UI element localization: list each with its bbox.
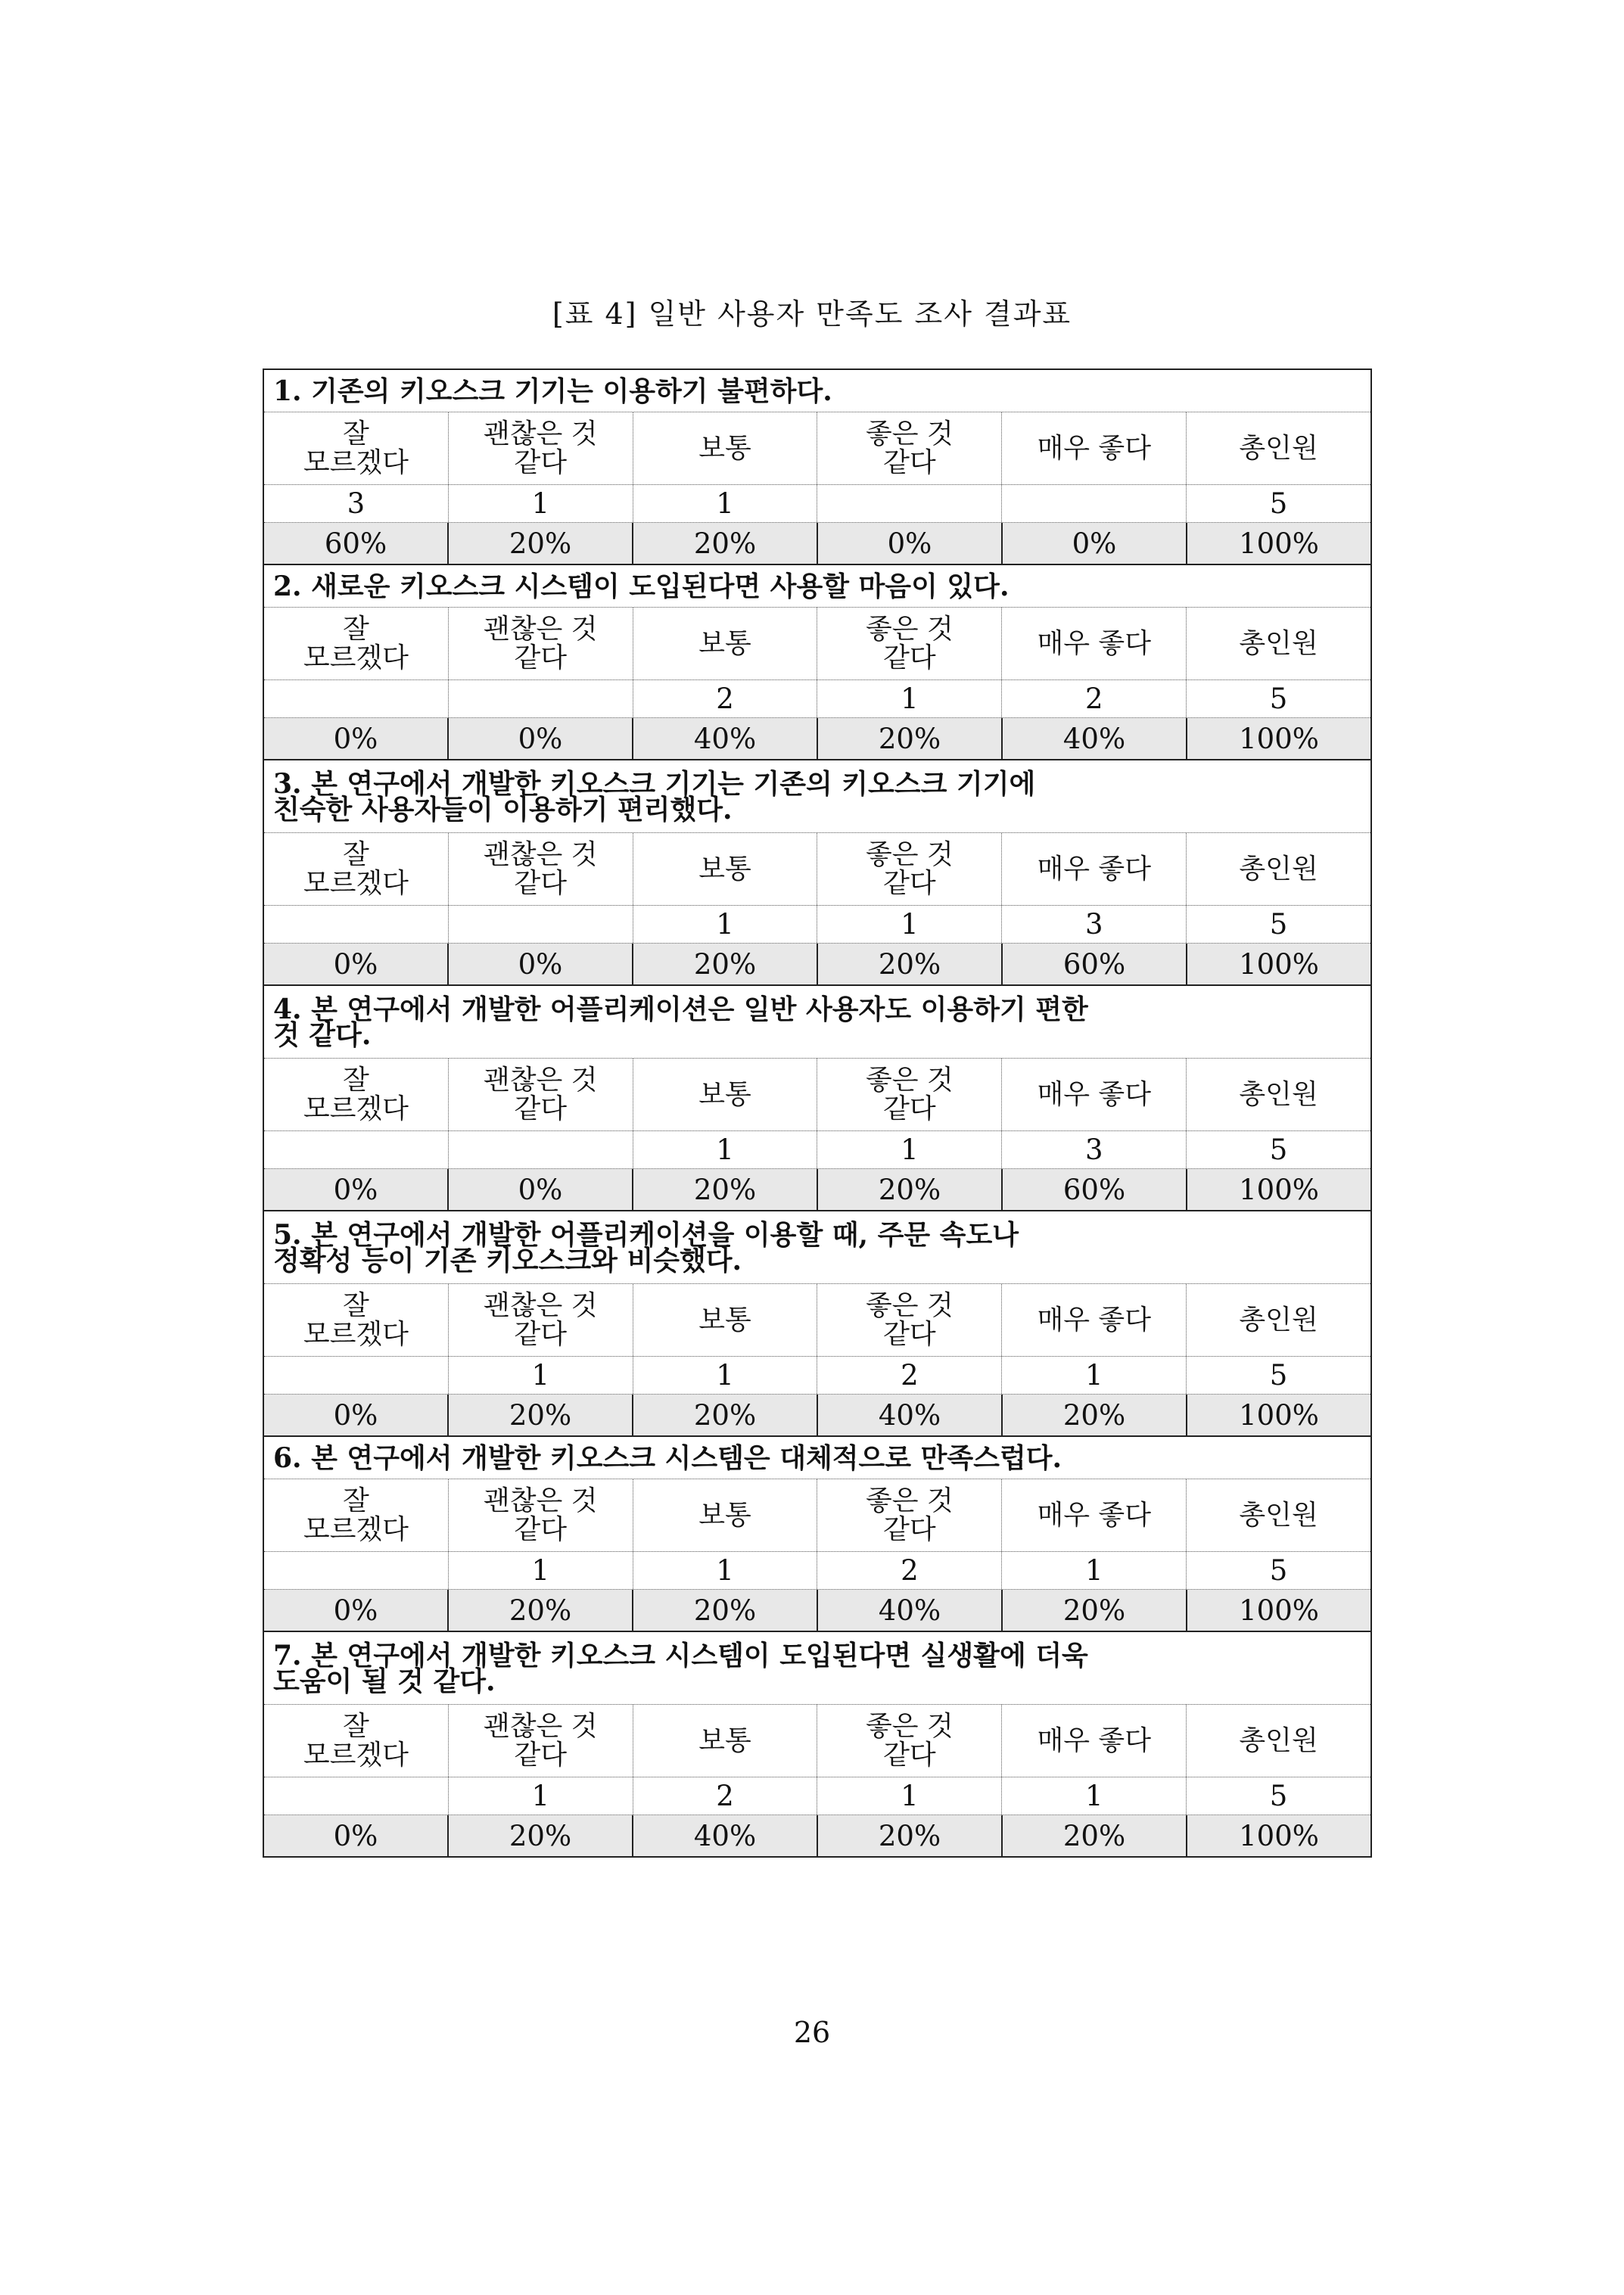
header-label-line2: 같다 <box>883 642 936 673</box>
response-header-cell <box>1187 1705 1370 1777</box>
count-cell <box>264 1777 449 1815</box>
header-label-line1: 좋은 것 <box>866 613 954 645</box>
count-row <box>264 1131 1370 1169</box>
percent-cell: 20% <box>449 1590 633 1631</box>
header-label-line1: 잘 <box>343 1485 369 1516</box>
header-label-line1: 매우 좋다 <box>1037 1078 1151 1110</box>
header-label-line1: 보통 <box>698 432 751 464</box>
percent-cell: 20% <box>1003 1395 1187 1435</box>
header-label-line1: 잘 <box>343 1710 369 1742</box>
response-header-cell <box>264 833 449 905</box>
header-label-line1: 괜찮은 것 <box>483 418 598 449</box>
question-line: 정확성 등이 기존 키오스크와 비슷했다. <box>273 1244 742 1277</box>
header-label-line1: 괜찮은 것 <box>483 1485 598 1516</box>
header-label-line2: 모르겠다 <box>303 1513 409 1545</box>
percent-cell: 0% <box>264 718 449 759</box>
response-header-cell <box>1187 1479 1370 1551</box>
question-line: 2. 새로운 키오스크 시스템이 도입된다면 사용할 마음이 있다. <box>273 570 1010 602</box>
question-line: 7. 본 연구에서 개발한 키오스크 시스템이 도입된다면 실생활에 더욱 <box>273 1639 1088 1671</box>
header-label-line2: 같다 <box>883 1093 936 1124</box>
question-line: 도움이 될 것 같다. <box>273 1665 496 1697</box>
response-header-cell <box>1002 1705 1187 1777</box>
header-label-line1: 매우 좋다 <box>1037 1724 1151 1756</box>
response-header-row <box>264 1479 1370 1552</box>
percent-cell: 100% <box>1239 947 1319 981</box>
response-header-row <box>264 412 1370 485</box>
percent-cell: 100% <box>1239 1173 1319 1206</box>
percent-cell: 0% <box>449 1169 633 1210</box>
percent-row <box>264 718 1370 759</box>
count-cell: 1 <box>1002 1777 1187 1815</box>
header-label-line1: 보통 <box>698 853 751 885</box>
header-label-line1: 잘 <box>343 838 369 870</box>
response-header-cell <box>633 1479 818 1551</box>
header-label-line2: 같다 <box>514 1513 568 1545</box>
count-cell: 1 <box>1002 1552 1187 1589</box>
question-block <box>264 564 1370 759</box>
question-line: 3. 본 연구에서 개발한 키오스크 기기는 기존의 키오스크 기기에 <box>273 767 1036 800</box>
question-line: 친숙한 사용자들이 이용하기 편리했다. <box>273 793 733 826</box>
header-label-line2: 같다 <box>514 867 568 899</box>
survey-results-table <box>263 369 1372 1858</box>
percent-cell: 20% <box>633 1169 818 1210</box>
header-label-line1: 총인원 <box>1239 1499 1318 1531</box>
response-header-cell <box>817 412 1002 484</box>
header-label-line1: 괜찮은 것 <box>483 613 598 645</box>
count-row <box>264 485 1370 523</box>
count-cell: 5 <box>1269 683 1288 715</box>
header-label-line1: 잘 <box>343 613 369 645</box>
percent-cell: 40% <box>633 718 818 759</box>
percent-cell: 0% <box>264 1590 449 1631</box>
count-cell: 1 <box>449 485 633 522</box>
response-header-cell <box>817 833 1002 905</box>
question-text <box>264 1211 1370 1284</box>
count-row <box>264 1552 1370 1590</box>
count-cell: 1 <box>633 1131 818 1168</box>
question-text <box>264 1437 1370 1479</box>
percent-cell: 20% <box>818 1815 1003 1856</box>
header-label-line1: 매우 좋다 <box>1037 432 1151 464</box>
response-header-cell <box>264 1059 449 1130</box>
percent-cell: 100% <box>1239 1594 1319 1627</box>
count-row <box>264 680 1370 718</box>
percent-cell: 20% <box>449 1815 633 1856</box>
question-line: 5. 본 연구에서 개발한 어플리케이션을 이용할 때, 주문 속도나 <box>273 1218 1019 1251</box>
count-cell: 5 <box>1269 1554 1288 1587</box>
count-cell <box>264 1552 449 1589</box>
header-label-line2: 같다 <box>883 1318 936 1350</box>
question-line: 것 같다. <box>273 1018 372 1051</box>
response-header-row <box>264 608 1370 680</box>
count-cell: 1 <box>633 1552 818 1589</box>
question-line: 6. 본 연구에서 개발한 키오스크 시스템은 대체적으로 만족스럽다. <box>273 1441 1062 1474</box>
header-label-line1: 괜찮은 것 <box>483 1710 598 1742</box>
question-line: 1. 기존의 키오스크 기기는 이용하기 불편하다. <box>273 375 832 407</box>
response-header-cell <box>817 608 1002 679</box>
response-header-cell <box>449 1479 633 1551</box>
header-label-line1: 매우 좋다 <box>1037 853 1151 885</box>
question-block <box>264 1435 1370 1631</box>
percent-cell: 20% <box>449 523 633 564</box>
count-cell: 1 <box>633 485 818 522</box>
response-header-cell <box>449 412 633 484</box>
count-cell <box>264 680 449 717</box>
percent-cell: 20% <box>449 1395 633 1435</box>
percent-cell: 0% <box>264 1169 449 1210</box>
percent-cell: 20% <box>633 944 818 984</box>
count-cell: 3 <box>1002 1131 1187 1168</box>
count-cell: 1 <box>449 1357 633 1394</box>
header-label-line1: 매우 좋다 <box>1037 1304 1151 1336</box>
count-cell: 1 <box>817 680 1002 717</box>
response-header-cell <box>1002 412 1187 484</box>
count-cell: 1 <box>817 1131 1002 1168</box>
count-cell: 5 <box>1269 487 1288 520</box>
percent-cell: 100% <box>1239 722 1319 755</box>
count-cell <box>264 1357 449 1394</box>
header-label-line1: 좋은 것 <box>866 1064 954 1096</box>
response-header-cell <box>817 1705 1002 1777</box>
header-label-line1: 잘 <box>343 1289 369 1321</box>
response-header-row <box>264 1059 1370 1131</box>
count-cell: 2 <box>1002 680 1187 717</box>
count-cell: 5 <box>1269 1134 1288 1166</box>
question-block <box>264 984 1370 1210</box>
percent-cell: 40% <box>818 1395 1003 1435</box>
response-header-cell <box>633 1059 818 1130</box>
header-label-line2: 같다 <box>514 446 568 478</box>
response-header-cell <box>633 1284 818 1356</box>
count-cell: 1 <box>449 1552 633 1589</box>
percent-cell: 20% <box>1003 1815 1187 1856</box>
header-label-line2: 모르겠다 <box>303 446 409 478</box>
header-label-line2: 모르겠다 <box>303 1739 409 1771</box>
percent-cell: 60% <box>1003 1169 1187 1210</box>
percent-cell: 60% <box>264 523 449 564</box>
header-label-line1: 총인원 <box>1239 1304 1318 1336</box>
header-label-line1: 보통 <box>698 1304 751 1336</box>
question-text <box>264 986 1370 1059</box>
response-header-cell <box>1187 1059 1370 1130</box>
percent-cell: 100% <box>1239 1398 1319 1432</box>
header-label-line2: 모르겠다 <box>303 1318 409 1350</box>
percent-cell: 60% <box>1003 944 1187 984</box>
percent-row <box>264 944 1370 984</box>
header-label-line1: 괜찮은 것 <box>483 838 598 870</box>
header-label-line1: 좋은 것 <box>866 1485 954 1516</box>
count-cell: 1 <box>817 1777 1002 1815</box>
count-row <box>264 906 1370 944</box>
response-header-cell <box>817 1479 1002 1551</box>
response-header-cell <box>1002 1284 1187 1356</box>
header-label-line1: 매우 좋다 <box>1037 627 1151 659</box>
response-header-cell <box>449 1059 633 1130</box>
header-label-line2: 모르겠다 <box>303 642 409 673</box>
percent-cell: 20% <box>818 718 1003 759</box>
header-label-line1: 보통 <box>698 1078 751 1110</box>
response-header-cell <box>449 1284 633 1356</box>
count-cell: 1 <box>817 906 1002 943</box>
response-header-cell <box>449 833 633 905</box>
header-label-line2: 같다 <box>883 1513 936 1545</box>
response-header-row <box>264 1284 1370 1357</box>
count-cell <box>1002 485 1187 522</box>
header-label-line1: 괜찮은 것 <box>483 1289 598 1321</box>
header-label-line2: 모르겠다 <box>303 1093 409 1124</box>
header-label-line1: 좋은 것 <box>866 1289 954 1321</box>
header-label-line1: 좋은 것 <box>866 838 954 870</box>
question-block <box>264 1210 1370 1435</box>
response-header-cell <box>633 412 818 484</box>
question-text <box>264 760 1370 833</box>
response-header-cell <box>633 833 818 905</box>
count-cell: 3 <box>1002 906 1187 943</box>
header-label-line1: 총인원 <box>1239 627 1318 659</box>
response-header-cell <box>1002 1059 1187 1130</box>
header-label-line1: 매우 좋다 <box>1037 1499 1151 1531</box>
count-cell: 1 <box>633 906 818 943</box>
percent-row <box>264 1169 1370 1210</box>
percent-cell: 0% <box>449 944 633 984</box>
percent-cell: 20% <box>818 1169 1003 1210</box>
percent-cell: 40% <box>633 1815 818 1856</box>
response-header-cell <box>449 1705 633 1777</box>
header-label-line1: 보통 <box>698 1499 751 1531</box>
response-header-cell <box>633 608 818 679</box>
percent-row <box>264 1395 1370 1435</box>
percent-cell: 40% <box>818 1590 1003 1631</box>
response-header-cell <box>1187 833 1370 905</box>
percent-cell: 0% <box>818 523 1003 564</box>
header-label-line1: 보통 <box>698 627 751 659</box>
count-cell <box>449 906 633 943</box>
response-header-cell <box>817 1059 1002 1130</box>
header-label-line2: 같다 <box>883 867 936 899</box>
count-cell: 1 <box>1002 1357 1187 1394</box>
percent-cell: 0% <box>449 718 633 759</box>
header-label-line2: 모르겠다 <box>303 867 409 899</box>
header-label-line1: 총인원 <box>1239 1724 1318 1756</box>
response-header-cell <box>1187 608 1370 679</box>
response-header-row <box>264 1705 1370 1777</box>
count-cell <box>449 680 633 717</box>
response-header-cell <box>264 1479 449 1551</box>
response-header-cell <box>633 1705 818 1777</box>
question-block <box>264 759 1370 984</box>
count-cell: 1 <box>449 1777 633 1815</box>
response-header-cell <box>1002 608 1187 679</box>
header-label-line1: 좋은 것 <box>866 1710 954 1742</box>
table-caption: [표 4] 일반 사용자 만족도 조사 결과표 <box>552 297 1072 331</box>
response-header-cell <box>1002 1479 1187 1551</box>
count-cell: 5 <box>1269 1359 1288 1392</box>
header-label-line2: 같다 <box>883 1739 936 1771</box>
percent-row <box>264 523 1370 564</box>
count-cell <box>449 1131 633 1168</box>
percent-cell: 0% <box>264 944 449 984</box>
question-line: 4. 본 연구에서 개발한 어플리케이션은 일반 사용자도 이용하기 편한 <box>273 993 1088 1025</box>
percent-cell: 0% <box>1003 523 1187 564</box>
response-header-cell <box>817 1284 1002 1356</box>
percent-cell: 20% <box>633 1395 818 1435</box>
count-row <box>264 1777 1370 1815</box>
header-label-line1: 좋은 것 <box>866 418 954 449</box>
percent-cell: 40% <box>1003 718 1187 759</box>
percent-cell: 100% <box>1239 1819 1319 1852</box>
question-text <box>264 565 1370 608</box>
count-cell: 2 <box>817 1552 1002 1589</box>
question-text <box>264 370 1370 412</box>
percent-cell: 20% <box>633 1590 818 1631</box>
count-cell: 3 <box>264 485 449 522</box>
percent-cell: 0% <box>264 1395 449 1435</box>
response-header-cell <box>1002 833 1187 905</box>
header-label-line1: 괜찮은 것 <box>483 1064 598 1096</box>
count-cell: 5 <box>1269 908 1288 941</box>
percent-cell: 0% <box>264 1815 449 1856</box>
header-label-line2: 같다 <box>514 1318 568 1350</box>
question-text <box>264 1632 1370 1705</box>
header-label-line2: 같다 <box>514 1739 568 1771</box>
percent-cell: 100% <box>1239 527 1319 560</box>
header-label-line1: 총인원 <box>1239 1078 1318 1110</box>
response-header-cell <box>264 412 449 484</box>
count-cell: 2 <box>633 680 818 717</box>
header-label-line2: 같다 <box>883 446 936 478</box>
percent-cell: 20% <box>818 944 1003 984</box>
page-number: 26 <box>793 2016 831 2049</box>
percent-row <box>264 1815 1370 1856</box>
header-label-line1: 총인원 <box>1239 432 1318 464</box>
count-cell <box>817 485 1002 522</box>
count-cell <box>264 1131 449 1168</box>
header-label-line2: 같다 <box>514 1093 568 1124</box>
response-header-cell <box>264 1284 449 1356</box>
question-block <box>264 1631 1370 1856</box>
percent-cell: 20% <box>633 523 818 564</box>
response-header-row <box>264 833 1370 906</box>
count-row <box>264 1357 1370 1395</box>
count-cell: 5 <box>1269 1780 1288 1812</box>
response-header-cell <box>264 608 449 679</box>
response-header-cell <box>449 608 633 679</box>
response-header-cell <box>1187 1284 1370 1356</box>
header-label-line1: 총인원 <box>1239 853 1318 885</box>
header-label-line2: 같다 <box>514 642 568 673</box>
count-cell: 2 <box>817 1357 1002 1394</box>
header-label-line1: 잘 <box>343 1064 369 1096</box>
response-header-cell <box>264 1705 449 1777</box>
count-cell <box>264 906 449 943</box>
percent-row <box>264 1590 1370 1631</box>
count-cell: 2 <box>633 1777 818 1815</box>
question-block <box>264 370 1370 564</box>
header-label-line1: 보통 <box>698 1724 751 1756</box>
percent-cell: 20% <box>1003 1590 1187 1631</box>
response-header-cell <box>1187 412 1370 484</box>
count-cell: 1 <box>633 1357 818 1394</box>
header-label-line1: 잘 <box>343 418 369 449</box>
